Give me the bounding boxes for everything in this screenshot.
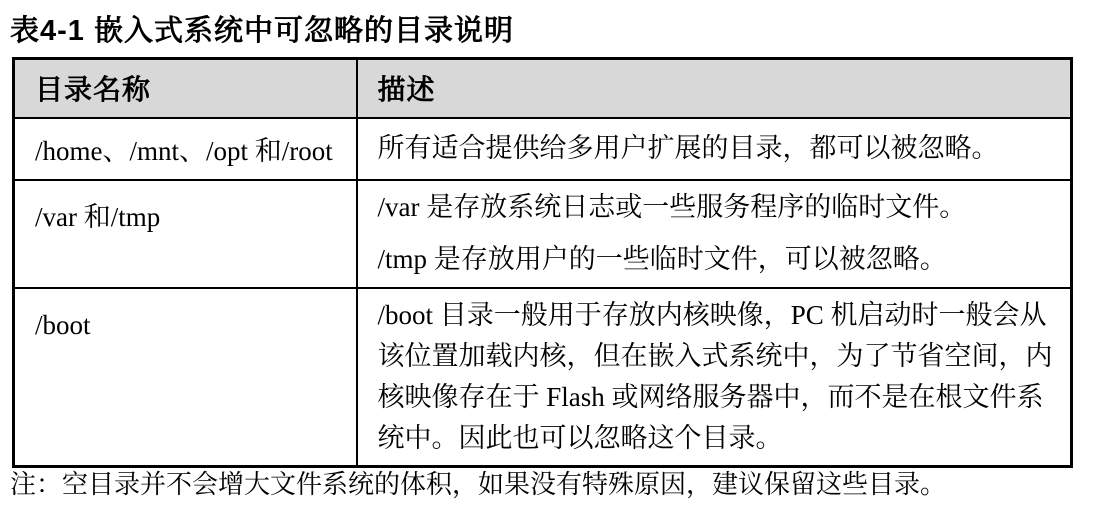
description-paragraph: /boot 目录一般用于存放内核映像，PC 机启动时一般会从该位置加载内核，但在嵌入式系统中，为了节省空间，内核映像存在于 Flash 或网络服务器中，而不是在根文件系统中。因此也可以忽略这个目录。 (377, 299, 1053, 453)
directory-table (12, 57, 1073, 468)
table-caption: 表4-1 嵌入式系统中可忽略的目录说明 (10, 15, 514, 47)
description-cell (357, 288, 1072, 467)
col-header-directory-name: 目录名称 (14, 59, 357, 118)
directory-name-cell: /home、/mnt、/opt 和/root (14, 118, 357, 180)
description-cell (357, 180, 1072, 288)
table-header-row (14, 59, 1072, 118)
description-paragraph: /var 是存放系统日志或一些服务程序的临时文件。 (377, 192, 967, 222)
table-row (14, 288, 1072, 467)
table-row (14, 180, 1072, 288)
description-paragraph: /tmp 是存放用户的一些临时文件，可以被忽略。 (377, 244, 947, 274)
directory-name-cell: /var 和/tmp (14, 180, 357, 288)
col-header-description: 描述 (357, 59, 1072, 118)
description-cell (357, 118, 1072, 180)
directory-name-cell: /boot (14, 288, 357, 467)
table-row (14, 118, 1072, 180)
table-footnote: 注：空目录并不会增大文件系统的体积，如果没有特殊原因，建议保留这些目录。 (10, 470, 947, 499)
description-paragraph: 所有适合提供给多用户扩展的目录，都可以被忽略。 (377, 133, 999, 163)
